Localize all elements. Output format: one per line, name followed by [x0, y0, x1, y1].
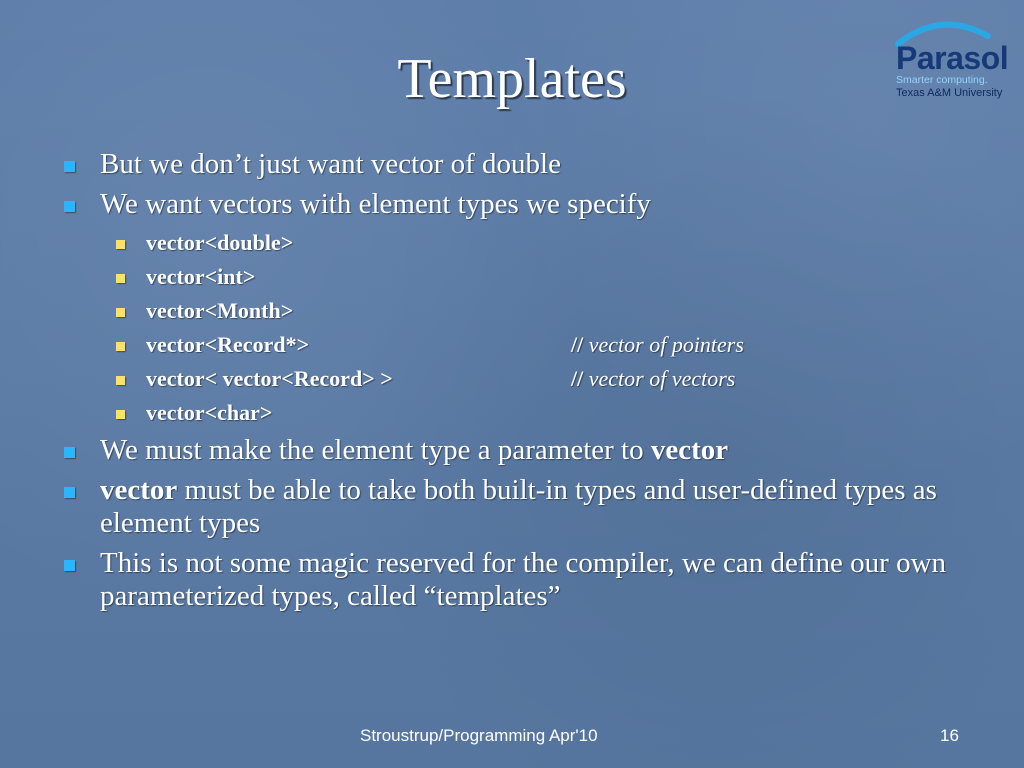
- logo-university: Texas A&M University: [896, 87, 1003, 99]
- page-number: 16: [940, 726, 959, 745]
- bullet-item: [60, 148, 960, 181]
- code-comment: [571, 328, 744, 362]
- sub-bullet-item: [60, 260, 960, 294]
- comment-slashes: //: [571, 366, 584, 391]
- sub-bullet-code: vector< vector<Record> >: [146, 366, 393, 391]
- bullet-text: This is not some magic reserved for the compiler, we can define our own parameterized types, called “templates”: [100, 547, 947, 612]
- logo-tagline: Smarter computing.: [896, 74, 988, 86]
- sub-bullet-code: vector<Month>: [146, 298, 294, 323]
- bullet-text: We must make the element type a parameter to: [100, 434, 651, 466]
- sub-bullet-item: [60, 294, 960, 328]
- slide-footer: Stroustrup/Programming Apr'10: [360, 726, 598, 745]
- bullet-text: We want vectors with element types we specify: [100, 188, 651, 220]
- bullet-item: [60, 434, 960, 467]
- sub-bullet-item: [60, 396, 960, 430]
- bullet-item: [60, 188, 960, 221]
- bullet-square-icon: [64, 487, 75, 498]
- sub-bullet-code: vector<char>: [146, 400, 273, 425]
- comment-text: vector of vectors: [583, 366, 736, 391]
- code-comment: [571, 362, 735, 396]
- sub-bullet-square-icon: [116, 342, 125, 351]
- bullet-text: But we don’t just want vector of double: [100, 148, 561, 180]
- bullet-list: [60, 148, 960, 620]
- bullet-square-icon: [64, 161, 75, 172]
- sub-bullet-item: [60, 362, 960, 396]
- bullet-text: must be able to take both built-in types and user-defined types as element types: [100, 474, 937, 539]
- sub-bullet-square-icon: [116, 410, 125, 419]
- sub-bullet-code: vector<Record*>: [146, 332, 310, 357]
- sub-bullet-item: [60, 328, 960, 362]
- sub-bullet-square-icon: [116, 308, 125, 317]
- parasol-logo: [888, 14, 1018, 100]
- sub-bullet-item: [60, 226, 960, 260]
- logo-name: Parasol: [896, 40, 1009, 76]
- sub-bullet-square-icon: [116, 376, 125, 385]
- comment-slashes: //: [571, 332, 584, 357]
- bullet-item: [60, 547, 960, 613]
- bullet-bold-code: vector: [650, 434, 729, 466]
- sub-bullet-list: [60, 226, 960, 430]
- sub-bullet-code: vector<int>: [146, 264, 256, 289]
- slide-title: Templates: [397, 48, 627, 110]
- sub-bullet-square-icon: [116, 274, 125, 283]
- bullet-square-icon: [64, 201, 75, 212]
- bullet-bold-code: vector: [100, 474, 178, 506]
- bullet-item: [60, 474, 960, 540]
- sub-bullet-square-icon: [116, 240, 125, 249]
- bullet-square-icon: [64, 447, 75, 458]
- sub-bullet-code: vector<double>: [146, 230, 294, 255]
- comment-text: vector of pointers: [583, 332, 744, 357]
- bullet-square-icon: [64, 560, 75, 571]
